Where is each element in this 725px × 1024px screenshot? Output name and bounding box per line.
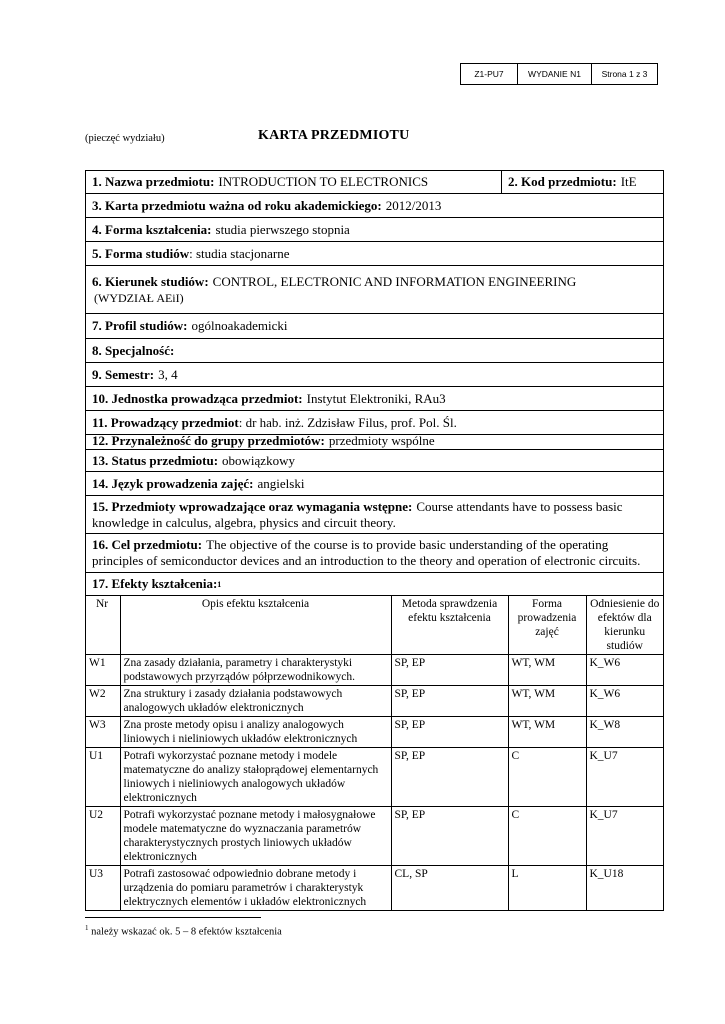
row-semester bbox=[86, 363, 663, 387]
row-valid-from bbox=[86, 194, 663, 218]
learning-outcomes-table bbox=[86, 596, 663, 910]
cell-method: SP, EP bbox=[391, 807, 508, 866]
course-status-value: obowiązkowy bbox=[222, 452, 295, 468]
language-value: angielski bbox=[257, 475, 305, 491]
cell-reference: K_W6 bbox=[586, 655, 663, 686]
cell-description: Zna proste metody opisu i analizy analogowych liniowych i nieliniowych układów elektronicznych bbox=[120, 717, 391, 748]
doc-code: Z1-PU7 bbox=[474, 69, 504, 79]
table-row bbox=[86, 655, 663, 686]
study-profile-label: 7. Profil studiów: bbox=[92, 318, 188, 333]
course-name-value: INTRODUCTION TO ELECTRONICS bbox=[218, 174, 429, 189]
doc-edition: WYDANIE N1 bbox=[517, 64, 591, 84]
cell-reference: K_W6 bbox=[586, 686, 663, 717]
course-status-label: 13. Status przedmiotu: bbox=[92, 452, 219, 468]
document-header-box bbox=[460, 63, 658, 85]
table-row bbox=[86, 807, 663, 866]
doc-page-number: Strona 1 z 3 bbox=[591, 64, 657, 84]
cell-description: Potrafi zastosować odpowiednio dobrane metody i urządzenia do pomiaru parametrów i charakterystyk elektrycznych elementów i układów elektronicznych bbox=[120, 866, 391, 911]
specialization-label: 8. Specjalność: bbox=[92, 342, 175, 358]
row-course-objective bbox=[86, 534, 663, 573]
cell-description: Potrafi wykorzystać poznane metody i małosygnałowe modele matematyczne do wyznaczania parametrów charakterystycznych prostych liniowych układów elektronicznych bbox=[120, 807, 391, 866]
cell-form: WT, WM bbox=[508, 686, 586, 717]
study-form-label: 5. Forma studiów bbox=[92, 245, 190, 261]
course-name-label: 1. Nazwa przedmiotu: bbox=[92, 174, 215, 189]
cell-reference: K_U7 bbox=[586, 748, 663, 807]
footnote-text: należy wskazać ok. 5 – 8 efektów kształcenia bbox=[88, 926, 282, 938]
table-row bbox=[86, 866, 663, 911]
lecturer-value: : dr hab. inż. Zdzisław Filus, prof. Pol. Śl. bbox=[238, 414, 457, 430]
footnote-separator bbox=[85, 917, 261, 918]
cell-method: SP, EP bbox=[391, 655, 508, 686]
cell-method: SP, EP bbox=[391, 748, 508, 807]
learning-outcomes-table-wrapper bbox=[86, 596, 663, 910]
language-label: 14. Język prowadzenia zajęć: bbox=[92, 475, 254, 491]
cell-nr: U1 bbox=[86, 748, 120, 807]
table-row bbox=[86, 748, 663, 807]
course-code-value: ItE bbox=[620, 174, 637, 189]
cell-form: C bbox=[508, 807, 586, 866]
table-row bbox=[86, 686, 663, 717]
education-form-value: studia pierwszego stopnia bbox=[215, 221, 350, 237]
cell-nr: U3 bbox=[86, 866, 120, 911]
teaching-unit-value: Instytut Elektroniki, RAu3 bbox=[306, 390, 446, 406]
objective-label: 16. Cel przedmiotu: bbox=[92, 537, 203, 552]
faculty-stamp-label: (pieczęć wydziału) bbox=[85, 133, 165, 144]
page-title: KARTA PRZEDMIOTU bbox=[258, 128, 410, 143]
cell-nr: W2 bbox=[86, 686, 120, 717]
col-header-description: Opis efektu kształcenia bbox=[120, 596, 391, 655]
cell-form: C bbox=[508, 748, 586, 807]
row-study-profile bbox=[86, 314, 663, 339]
lecturer-label: 11. Prowadzący przedmiot bbox=[92, 414, 239, 430]
col-header-nr: Nr bbox=[86, 596, 120, 655]
learning-outcomes-label: 17. Efekty kształcenia: bbox=[92, 576, 218, 591]
row-prerequisites bbox=[86, 496, 663, 534]
cell-nr: U2 bbox=[86, 807, 120, 866]
cell-method: SP, EP bbox=[391, 717, 508, 748]
valid-from-value: 2012/2013 bbox=[385, 197, 442, 213]
field-of-study-label: 6. Kierunek studiów: bbox=[92, 273, 209, 289]
cell-description: Potrafi wykorzystać poznane metody i modele matematyczne do analizy stałoprądowej elementarnych liniowych i nieliniowych analogowych układów elektronicznych bbox=[120, 748, 391, 807]
footnote-marker: 1 bbox=[85, 924, 89, 932]
row-learning-outcomes bbox=[86, 573, 663, 596]
cell-description: Zna zasady działania, parametry i charakterystyki podstawowych przyrządów półprzewodnikowych. bbox=[120, 655, 391, 686]
course-group-label: 12. Przynależność do grupy przedmiotów: bbox=[92, 433, 325, 448]
cell-reference: K_W8 bbox=[586, 717, 663, 748]
course-group-value: przedmioty wspólne bbox=[328, 433, 435, 448]
semester-label: 9. Semestr: bbox=[92, 366, 155, 382]
course-code-label: 2. Kod przedmiotu: bbox=[508, 174, 617, 189]
row-education-form bbox=[86, 218, 663, 242]
semester-value: 3, 4 bbox=[158, 366, 178, 382]
table-row bbox=[86, 717, 663, 748]
row-field-of-study bbox=[86, 266, 663, 314]
objective-value: The objective of the course is to provide basic understanding of the operating principles of semiconductor devices and an introduction to the theory and operation of electronic circuits. bbox=[92, 537, 641, 568]
cell-form: WT, WM bbox=[508, 655, 586, 686]
col-header-method: Metoda sprawdzenia efektu kształcenia bbox=[391, 596, 508, 655]
cell-method: CL, SP bbox=[391, 866, 508, 911]
cell-reference: K_U7 bbox=[586, 807, 663, 866]
field-of-study-faculty: (WYDZIAŁ AEiI) bbox=[94, 290, 184, 305]
footnote bbox=[85, 924, 282, 938]
row-study-form bbox=[86, 242, 663, 266]
learning-outcomes-footnote-ref: 1 bbox=[217, 579, 222, 589]
cell-form: WT, WM bbox=[508, 717, 586, 748]
row-language bbox=[86, 472, 663, 496]
col-header-form: Forma prowadzenia zajęć bbox=[508, 596, 586, 655]
study-profile-value: ogólnoakademicki bbox=[191, 318, 288, 333]
field-of-study-value: CONTROL, ELECTRONIC AND INFORMATION ENGINEERING bbox=[212, 273, 577, 289]
valid-from-label: 3. Karta przedmiotu ważna od roku akademickiego: bbox=[92, 197, 382, 213]
cell-method: SP, EP bbox=[391, 686, 508, 717]
cell-nr: W1 bbox=[86, 655, 120, 686]
row-teaching-unit bbox=[86, 387, 663, 411]
education-form-label: 4. Forma kształcenia: bbox=[92, 221, 212, 237]
study-form-value: : studia stacjonarne bbox=[189, 245, 290, 261]
row-specialization bbox=[86, 339, 663, 363]
cell-reference: K_U18 bbox=[586, 866, 663, 911]
course-card-table bbox=[85, 170, 664, 911]
row-course-status bbox=[86, 450, 663, 472]
table-header-row bbox=[86, 596, 663, 655]
teaching-unit-label: 10. Jednostka prowadząca przedmiot: bbox=[92, 390, 303, 406]
row-course-group bbox=[86, 435, 663, 450]
cell-nr: W3 bbox=[86, 717, 120, 748]
col-header-reference: Odniesienie do efektów dla kierunku studiów bbox=[586, 596, 663, 655]
row-course-name bbox=[86, 171, 663, 194]
cell-form: L bbox=[508, 866, 586, 911]
prerequisites-label: 15. Przedmioty wprowadzające oraz wymagania wstępne: bbox=[92, 499, 413, 514]
cell-description: Zna struktury i zasady działania podstawowych analogowych układów elektronicznych bbox=[120, 686, 391, 717]
row-lecturer bbox=[86, 411, 663, 435]
prerequisites-value: Course attendants have to possess basic knowledge in calculus, algebra, physics and circuit theory. bbox=[92, 499, 623, 530]
